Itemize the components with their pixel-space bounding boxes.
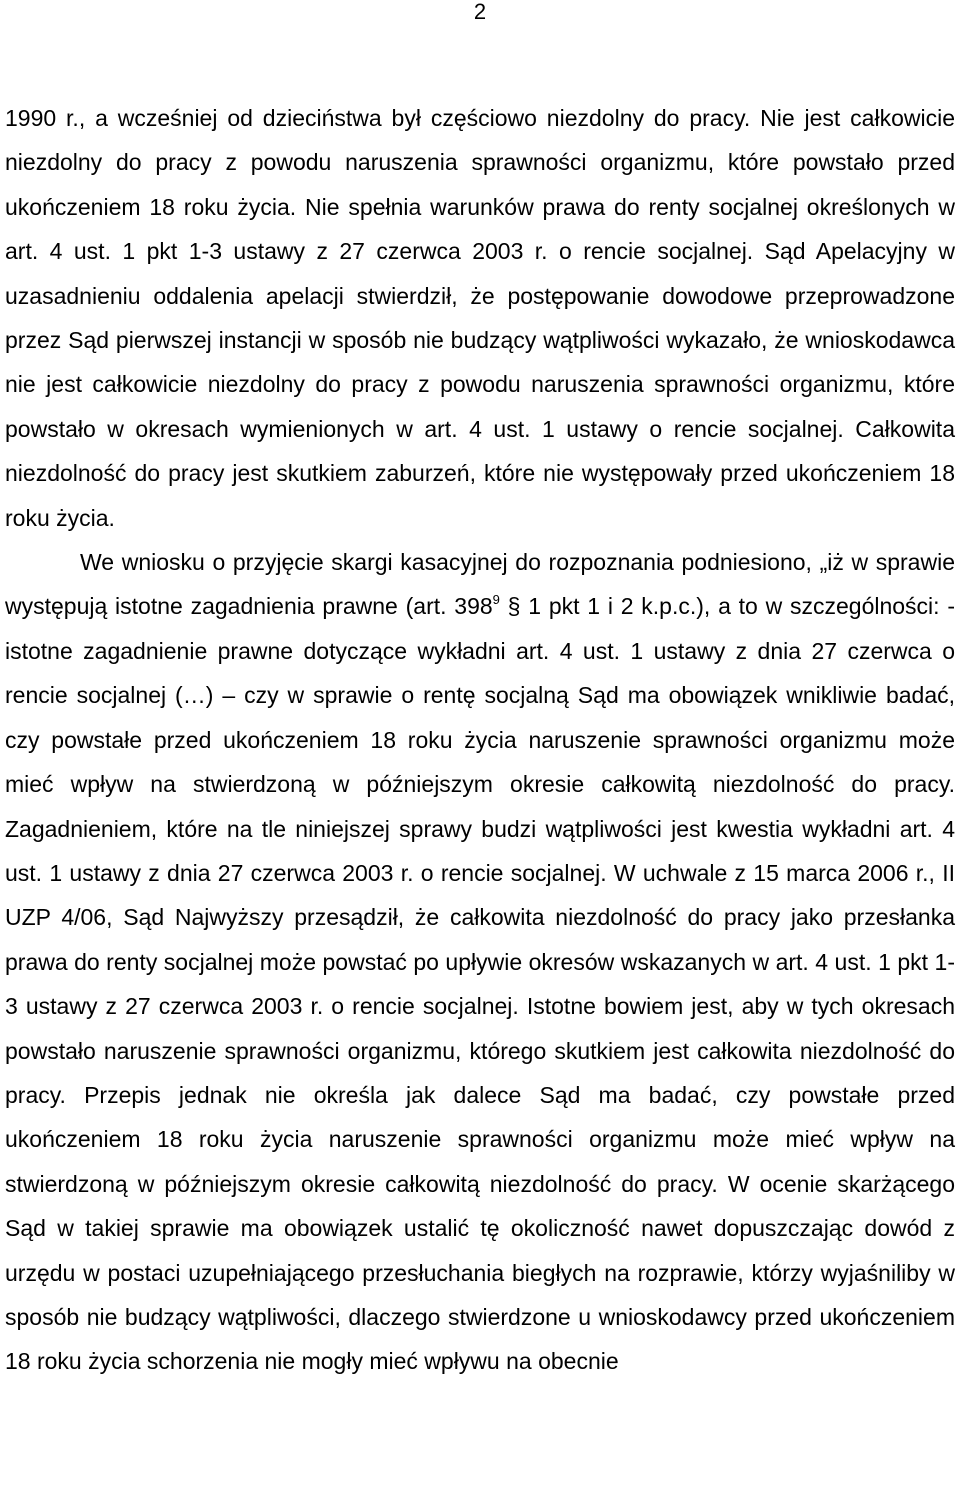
paragraph-1: 1990 r., a wcześniej od dzieciństwa był częściowo niezdolny do pracy. Nie jest całkowicie niezdolny do pracy z powodu naruszenia sprawności organizmu, które powstało przed ukończeniem 18 roku życia. Nie spełnia warunków prawa do renty socjalnej określonych w art. 4 ust. 1 pkt 1-3 ustawy z 27 czerwca 2003 r. o rencie socjalnej. Sąd Apelacyjny w uzasadnieniu oddalenia apelacji stwierdził, że postępowanie dowodowe przeprowadzone przez Sąd pierwszej instancji w sposób nie budzący wątpliwości wykazało, że wnioskodawca nie jest całkowicie niezdolny do pracy z powodu naruszenia sprawności organizmu, które powstało w okresach wymienionych w art. 4 ust. 1 ustawy o rencie socjalnej. Całkowita niezdolność do pracy jest skutkiem zaburzeń, które nie występowały przed ukończeniem 18 roku życia. <box>5 105 955 531</box>
article-superscript: 9 <box>492 592 500 608</box>
paragraph-2-text-rest: § 1 pkt 1 i 2 k.p.c.), a to w szczególności: - istotne zagadnienie prawne dotyczące wykładni art. 4 ust. 1 ustawy z dnia 27 czerwca o rencie socjalnej (…) – czy w sprawie o rentę socjalną Sąd ma obowiązek wnikliwie badać, czy powstałe przed ukończeniem 18 roku życia naruszenie sprawności organizmu może mieć wpływ na stwierdzoną w późniejszym okresie całkowitą niezdolność do pracy. Zagadnieniem, które na tle niniejszej sprawy budzi wątpliwości jest kwestia wykładni art. 4 ust. 1 ustawy z dnia 27 czerwca 2003 r. o rencie socjalnej. W uchwale z 15 marca 2006 r., II UZP 4/06, Sąd Najwyższy przesądził, że całkowita niezdolność do pracy jako przesłanka prawa do renty socjalnej może powstać po upływie okresów wskazanych w art. 4 ust. 1 pkt 1-3 ustawy z 27 czerwca 2003 r. o rencie socjalnej. Istotne bowiem jest, aby w tych okresach powstało naruszenie sprawności organizmu, którego skutkiem jest całkowita niezdolność do pracy. Przepis jednak nie określa jak dalece Sąd ma badać, czy powstałe przed ukończeniem 18 roku życia naruszenie sprawności organizmu może mieć wpływ na stwierdzoną w późniejszym okresie całkowitą niezdolność do pracy. W ocenie skarżącego Sąd w takiej sprawie ma obowiązek ustalić tę okoliczność nawet dopuszczając dowód z urzędu w postaci uzupełniającego przesłuchania biegłych na rozprawie, którzy wyjaśniliby w sposób nie budzący wątpliwości, dlaczego stwierdzone u wnioskodawcy przed ukończeniem 18 roku życia schorzenia nie mogły mieć wpływu na obecnie <box>5 593 955 1375</box>
document-body <box>5 96 955 1384</box>
page-number: 2 <box>473 0 487 24</box>
paragraph-2-text-start: We wniosku o przyjęcie skargi kasacyjnej do rozpoznania podniesiono, „iż w sprawie występują istotne zagadnienia prawne (art. 398 <box>5 549 955 620</box>
paragraph-2 <box>5 540 955 1384</box>
